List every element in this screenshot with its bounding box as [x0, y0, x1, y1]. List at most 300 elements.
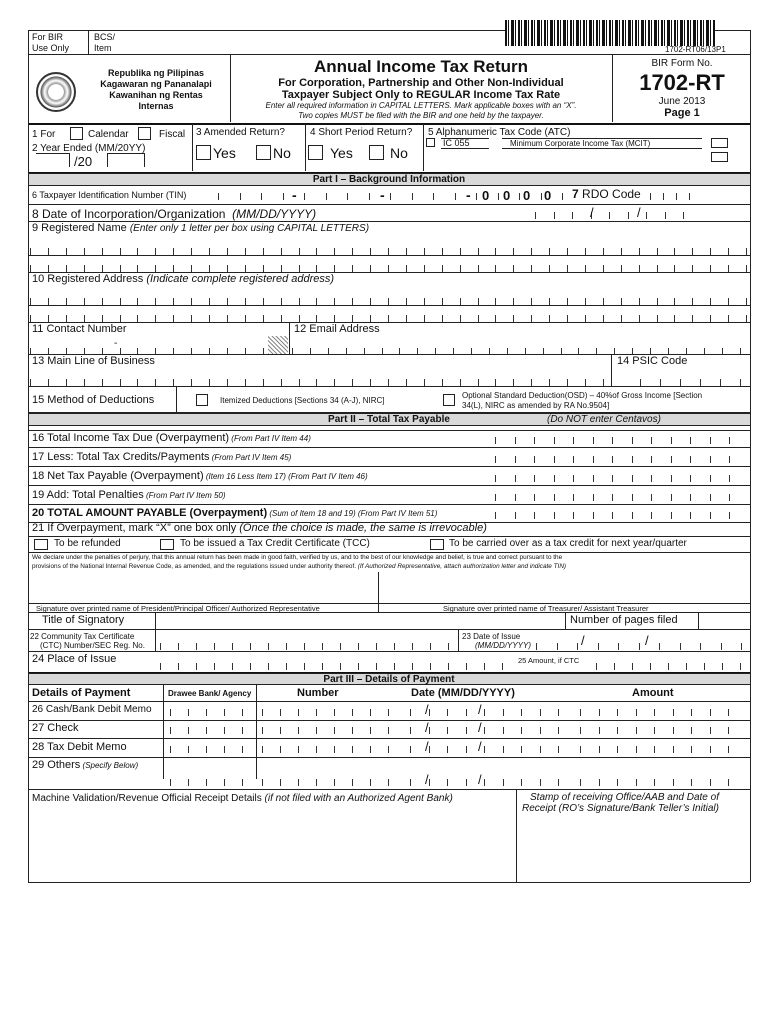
box-divider — [388, 709, 389, 716]
box-divider — [242, 727, 243, 734]
for-checkbox[interactable] — [70, 127, 83, 140]
method-deductions-label: 15 Method of Deductions — [32, 394, 155, 406]
place-issue-input[interactable] — [160, 663, 510, 670]
box-divider — [603, 315, 604, 322]
box-divider — [347, 193, 348, 200]
box-divider — [178, 663, 179, 670]
box-divider — [651, 494, 652, 501]
box-divider — [651, 456, 652, 463]
part-3-title: Part III – Details of Payment — [28, 673, 750, 685]
box-divider — [250, 643, 251, 650]
box-divider — [334, 779, 335, 786]
box-divider — [316, 746, 317, 753]
box-divider — [617, 727, 618, 734]
box-divider — [263, 298, 264, 305]
box-divider — [155, 315, 156, 322]
box-divider — [746, 248, 747, 255]
box-divider — [646, 212, 647, 219]
date-incorporation-input[interactable] — [535, 212, 685, 219]
box-divider — [746, 265, 747, 272]
payment-date-input[interactable] — [410, 779, 570, 786]
box-divider — [170, 746, 171, 753]
box-divider — [651, 475, 652, 482]
box-divider — [495, 298, 496, 305]
ctc-label-1: 22 Community Tax Certificate — [30, 632, 135, 641]
box-divider — [460, 248, 461, 255]
box-divider — [298, 746, 299, 753]
tax-payable-amount-input[interactable] — [495, 475, 745, 482]
box-divider — [188, 779, 189, 786]
box-divider — [691, 746, 692, 753]
box-divider — [599, 779, 600, 786]
box-divider — [160, 643, 161, 650]
form-subtitle-2: Taxpayer Subject Only to REGULAR Income Tax Rate — [281, 89, 561, 101]
box-divider — [30, 248, 31, 255]
box-divider — [48, 315, 49, 322]
box-divider — [495, 248, 496, 255]
box-divider — [495, 456, 496, 463]
box-divider — [334, 315, 335, 322]
refund-checkbox[interactable] — [34, 539, 48, 550]
box-divider — [334, 727, 335, 734]
tcc-checkbox[interactable] — [160, 539, 174, 550]
box-divider — [729, 475, 730, 482]
box-divider — [316, 315, 317, 322]
box-divider — [484, 779, 485, 786]
date-slash-1: / — [590, 205, 594, 220]
box-divider — [155, 379, 156, 386]
carry-over-checkbox[interactable] — [430, 539, 444, 550]
box-divider — [286, 643, 287, 650]
box-divider — [686, 663, 687, 670]
agency-name: Republika ng Pilipinas Kagawaran ng Pananalapi Kawanihan ng Rentas Internas — [100, 68, 212, 111]
box-divider — [394, 643, 395, 650]
box-divider — [227, 315, 228, 322]
doi-slash-1: / — [581, 633, 585, 648]
box-divider — [245, 298, 246, 305]
box-divider — [612, 512, 613, 519]
tax-payable-row-label: 18 Net Tax Payable (Overpayment) (Item 16 Less Item 17) (From Part IV Item 46) — [32, 470, 368, 482]
tin-branch-2: 0 — [523, 188, 531, 203]
psic-input[interactable] — [640, 379, 750, 386]
itemized-label: Itemized Deductions [Sections 34 (A-J), NIRC] — [220, 396, 385, 405]
box-divider — [334, 709, 335, 716]
box-divider — [460, 265, 461, 272]
barcode — [505, 20, 715, 46]
box-divider — [394, 663, 395, 670]
box-divider — [478, 265, 479, 272]
box-divider — [263, 248, 264, 255]
box-divider — [503, 727, 504, 734]
calendar-checkbox[interactable] — [138, 127, 151, 140]
box-divider — [206, 709, 207, 716]
declaration-line-1: We declare under the penalties of perjury, that this annual return has been made in good faith, verified by us, and to the best of our knowledge and belief, is true and correct pursuant to the — [32, 554, 563, 561]
box-divider — [729, 494, 730, 501]
box-divider — [632, 512, 633, 519]
date-incorporation-label: 8 Date of Incorporation/Organization (MM/DD/YYYY) — [32, 207, 317, 221]
box-divider — [692, 248, 693, 255]
box-divider — [262, 746, 263, 753]
box-divider — [214, 643, 215, 650]
form-title: Annual Income Tax Return — [313, 57, 529, 76]
box-divider — [495, 265, 496, 272]
box-divider — [214, 663, 215, 670]
amended-yes-label: Yes — [213, 145, 236, 161]
box-divider — [531, 298, 532, 305]
payment-date-input[interactable] — [410, 727, 570, 734]
stamp-label-1: Stamp of receiving Office/AAB and Date of — [530, 792, 719, 803]
payment-number-input[interactable] — [262, 779, 402, 786]
box-divider — [84, 379, 85, 386]
box-divider — [442, 248, 443, 255]
rdo-code-label: 7 RDO Code — [572, 187, 641, 201]
box-divider — [495, 379, 496, 386]
box-divider — [603, 298, 604, 305]
box-divider — [558, 727, 559, 734]
box-divider — [478, 379, 479, 386]
box-divider — [66, 379, 67, 386]
box-divider — [628, 212, 629, 219]
box-divider — [549, 315, 550, 322]
payment-number-input[interactable] — [262, 727, 402, 734]
box-divider — [340, 663, 341, 670]
box-divider — [245, 265, 246, 272]
date-slash: / — [425, 720, 429, 735]
box-divider — [316, 709, 317, 716]
box-divider — [299, 248, 300, 255]
box-divider — [412, 663, 413, 670]
tax-payable-row-label: 20 TOTAL AMOUNT PAYABLE (Overpayment) (Sum of Item 18 and 19) (From Part IV Item 51) — [32, 507, 438, 519]
box-divider — [639, 643, 640, 650]
box-divider — [513, 379, 514, 386]
box-divider — [585, 298, 586, 305]
box-divider — [567, 248, 568, 255]
box-divider — [281, 265, 282, 272]
box-divider — [466, 727, 467, 734]
box-divider — [690, 437, 691, 444]
box-divider — [710, 494, 711, 501]
box-divider — [232, 663, 233, 670]
box-divider — [593, 475, 594, 482]
box-divider — [531, 379, 532, 386]
box-divider — [206, 746, 207, 753]
box-divider — [460, 298, 461, 305]
short-no-checkbox[interactable] — [369, 145, 384, 160]
box-divider — [410, 779, 411, 786]
tax-payable-amount-input[interactable] — [495, 437, 745, 444]
box-divider — [245, 315, 246, 322]
year-input[interactable] — [107, 153, 145, 167]
box-divider — [232, 643, 233, 650]
col-amount-header: Amount — [632, 687, 674, 699]
box-divider — [515, 512, 516, 519]
box-divider — [224, 727, 225, 734]
box-divider — [48, 298, 49, 305]
box-divider — [674, 248, 675, 255]
box-divider — [191, 298, 192, 305]
box-divider — [531, 265, 532, 272]
box-divider — [603, 379, 604, 386]
box-divider — [554, 212, 555, 219]
box-divider — [673, 727, 674, 734]
amended-yes-checkbox[interactable] — [196, 145, 211, 160]
box-divider — [484, 663, 485, 670]
payment-amount-input[interactable] — [580, 709, 745, 716]
box-divider — [632, 475, 633, 482]
tax-payable-amount-input[interactable] — [495, 456, 745, 463]
centavos-note: (Do NOT enter Centavos) — [547, 414, 661, 425]
box-divider — [209, 379, 210, 386]
box-divider — [585, 248, 586, 255]
payment-row-label: 28 Tax Debit Memo — [32, 741, 127, 753]
box-divider — [188, 746, 189, 753]
box-divider — [728, 779, 729, 786]
payment-date-input[interactable] — [410, 709, 570, 716]
box-divider — [657, 298, 658, 305]
box-divider — [609, 212, 610, 219]
box-divider — [227, 298, 228, 305]
box-divider — [580, 779, 581, 786]
box-divider — [674, 315, 675, 322]
ctc-amount-label: 25 Amount, if CTC — [518, 656, 580, 665]
atc-code: IC 055 — [441, 138, 489, 149]
box-divider — [573, 475, 574, 482]
box-divider — [728, 727, 729, 734]
box-divider — [728, 709, 729, 716]
box-divider — [447, 779, 448, 786]
box-divider — [196, 663, 197, 670]
box-divider — [521, 746, 522, 753]
main-business-label: 13 Main Line of Business — [32, 355, 155, 367]
osd-checkbox[interactable] — [443, 394, 455, 406]
email-label: 12 Email Address — [294, 323, 380, 335]
box-divider — [280, 746, 281, 753]
ctc-amount-input[interactable] — [596, 663, 746, 670]
box-divider — [102, 315, 103, 322]
box-divider — [84, 315, 85, 322]
box-divider — [534, 512, 535, 519]
box-divider — [48, 265, 49, 272]
box-divider — [424, 298, 425, 305]
box-divider — [352, 298, 353, 305]
ctc-number-input[interactable] — [160, 643, 450, 650]
box-divider — [540, 727, 541, 734]
box-divider — [710, 298, 711, 305]
tin-input[interactable] — [218, 193, 563, 200]
tax-payable-amount-input[interactable] — [495, 494, 745, 501]
box-divider — [218, 193, 219, 200]
registered-address-label: 10 Registered Address (Indicate complete registered address) — [32, 273, 335, 285]
box-divider — [534, 437, 535, 444]
short-yes-checkbox[interactable] — [308, 145, 323, 160]
box-divider — [304, 663, 305, 670]
box-divider — [502, 663, 503, 670]
registered-address-row-2[interactable] — [30, 315, 748, 322]
box-divider — [513, 265, 514, 272]
box-divider — [406, 379, 407, 386]
box-divider — [340, 643, 341, 650]
box-divider — [173, 298, 174, 305]
box-divider — [599, 727, 600, 734]
box-divider — [673, 779, 674, 786]
box-divider — [585, 265, 586, 272]
amended-no-checkbox[interactable] — [256, 145, 271, 160]
box-divider — [410, 727, 411, 734]
box-divider — [513, 315, 514, 322]
registered-address-row-1[interactable] — [30, 298, 748, 305]
box-divider — [636, 709, 637, 716]
box-divider — [466, 709, 467, 716]
box-divider — [478, 315, 479, 322]
payment-amount-input[interactable] — [580, 746, 745, 753]
date-slash: / — [478, 739, 482, 754]
box-divider — [621, 248, 622, 255]
box-divider — [593, 437, 594, 444]
drawee-bank-input[interactable] — [170, 779, 250, 786]
box-divider — [455, 193, 456, 200]
overpayment-label: 21 If Overpayment, mark “X” one box only (Once the choice is made, the same is irrevocable) — [32, 522, 487, 534]
box-divider — [612, 456, 613, 463]
box-divider — [369, 193, 370, 200]
box-divider — [639, 265, 640, 272]
box-divider — [549, 379, 550, 386]
registered-name-row-1[interactable] — [30, 248, 748, 255]
box-divider — [657, 248, 658, 255]
box-divider — [155, 298, 156, 305]
box-divider — [651, 437, 652, 444]
box-divider — [690, 494, 691, 501]
box-divider — [531, 315, 532, 322]
box-divider — [30, 315, 31, 322]
form-subtitle-1: For Corporation, Partnership and Other Non-Individual — [278, 77, 564, 89]
tax-payable-row-label: 17 Less: Total Tax Credits/Payments (From Part IV Item 45) — [32, 451, 292, 463]
box-divider — [478, 298, 479, 305]
box-divider — [603, 265, 604, 272]
box-divider — [370, 265, 371, 272]
box-divider — [558, 746, 559, 753]
box-divider — [191, 379, 192, 386]
payment-amount-input[interactable] — [580, 727, 745, 734]
main-business-input[interactable] — [30, 379, 608, 386]
atc-checkbox[interactable] — [426, 138, 435, 147]
box-divider — [671, 512, 672, 519]
drawee-bank-input[interactable] — [170, 727, 250, 734]
box-divider — [280, 779, 281, 786]
payment-number-input[interactable] — [262, 746, 402, 753]
date-issue-input[interactable] — [536, 643, 746, 650]
box-divider — [540, 746, 541, 753]
box-divider — [191, 265, 192, 272]
box-divider — [410, 746, 411, 753]
box-divider — [102, 265, 103, 272]
box-divider — [322, 663, 323, 670]
date-slash: / — [478, 772, 482, 787]
box-divider — [515, 437, 516, 444]
box-divider — [680, 643, 681, 650]
box-divider — [281, 379, 282, 386]
year-month-input[interactable] — [36, 153, 70, 167]
payment-amount-input[interactable] — [580, 779, 745, 786]
box-divider — [388, 315, 389, 322]
box-divider — [352, 265, 353, 272]
tax-payable-amount-input[interactable] — [495, 512, 745, 519]
box-divider — [102, 248, 103, 255]
hatched-separator — [268, 336, 288, 354]
box-divider — [710, 248, 711, 255]
box-divider — [120, 298, 121, 305]
drawee-bank-input[interactable] — [170, 709, 250, 716]
box-divider — [621, 298, 622, 305]
box-divider — [599, 746, 600, 753]
box-divider — [554, 437, 555, 444]
box-divider — [593, 494, 594, 501]
box-divider — [173, 265, 174, 272]
box-divider — [442, 379, 443, 386]
atc-checkbox-2[interactable] — [711, 138, 728, 148]
box-divider — [160, 663, 161, 670]
box-divider — [603, 248, 604, 255]
box-divider — [334, 298, 335, 305]
registered-name-row-2[interactable] — [30, 265, 748, 272]
box-divider — [596, 663, 597, 670]
atc-checkbox-3[interactable] — [711, 152, 728, 162]
box-divider — [388, 298, 389, 305]
box-divider — [710, 779, 711, 786]
box-divider — [554, 475, 555, 482]
box-divider — [227, 248, 228, 255]
box-divider — [639, 315, 640, 322]
payment-row-label: 29 Others (Specify Below) — [32, 759, 139, 771]
box-divider — [242, 779, 243, 786]
machine-validation-label: Machine Validation/Revenue Official Receipt Details (if not filed with an Authorized Agent Bank) — [32, 793, 453, 804]
osd-label-1: Optional Standard Deduction(OSD) – 40%of Gross Income [Section — [462, 391, 703, 400]
box-divider — [639, 248, 640, 255]
payment-number-input[interactable] — [262, 709, 402, 716]
box-divider — [650, 663, 651, 670]
box-divider — [412, 193, 413, 200]
form-instruction-2: Two copies MUST be filed with the BIR and one held by the taxpayer. — [298, 111, 544, 120]
box-divider — [358, 643, 359, 650]
box-divider — [155, 265, 156, 272]
box-divider — [692, 265, 693, 272]
box-divider — [671, 475, 672, 482]
box-divider — [170, 727, 171, 734]
place-issue-label: 24 Place of Issue — [32, 653, 117, 665]
box-divider — [671, 437, 672, 444]
box-divider — [263, 379, 264, 386]
box-divider — [466, 663, 467, 670]
box-divider — [513, 248, 514, 255]
box-divider — [137, 315, 138, 322]
bir-form-no-label: BIR Form No. — [651, 58, 713, 69]
box-divider — [430, 643, 431, 650]
box-divider — [632, 494, 633, 501]
box-divider — [639, 298, 640, 305]
box-divider — [280, 727, 281, 734]
tax-payable-row-label: 19 Add: Total Penalties (From Part IV Item 50) — [32, 489, 226, 501]
itemized-checkbox[interactable] — [196, 394, 208, 406]
payment-date-input[interactable] — [410, 746, 570, 753]
tin-branch-0: 0 — [482, 188, 490, 203]
rdo-code-input[interactable] — [650, 193, 690, 200]
drawee-bank-input[interactable] — [170, 746, 250, 753]
box-divider — [617, 779, 618, 786]
box-divider — [573, 456, 574, 463]
box-divider — [410, 709, 411, 716]
box-divider — [495, 437, 496, 444]
box-divider — [567, 298, 568, 305]
box-divider — [665, 212, 666, 219]
